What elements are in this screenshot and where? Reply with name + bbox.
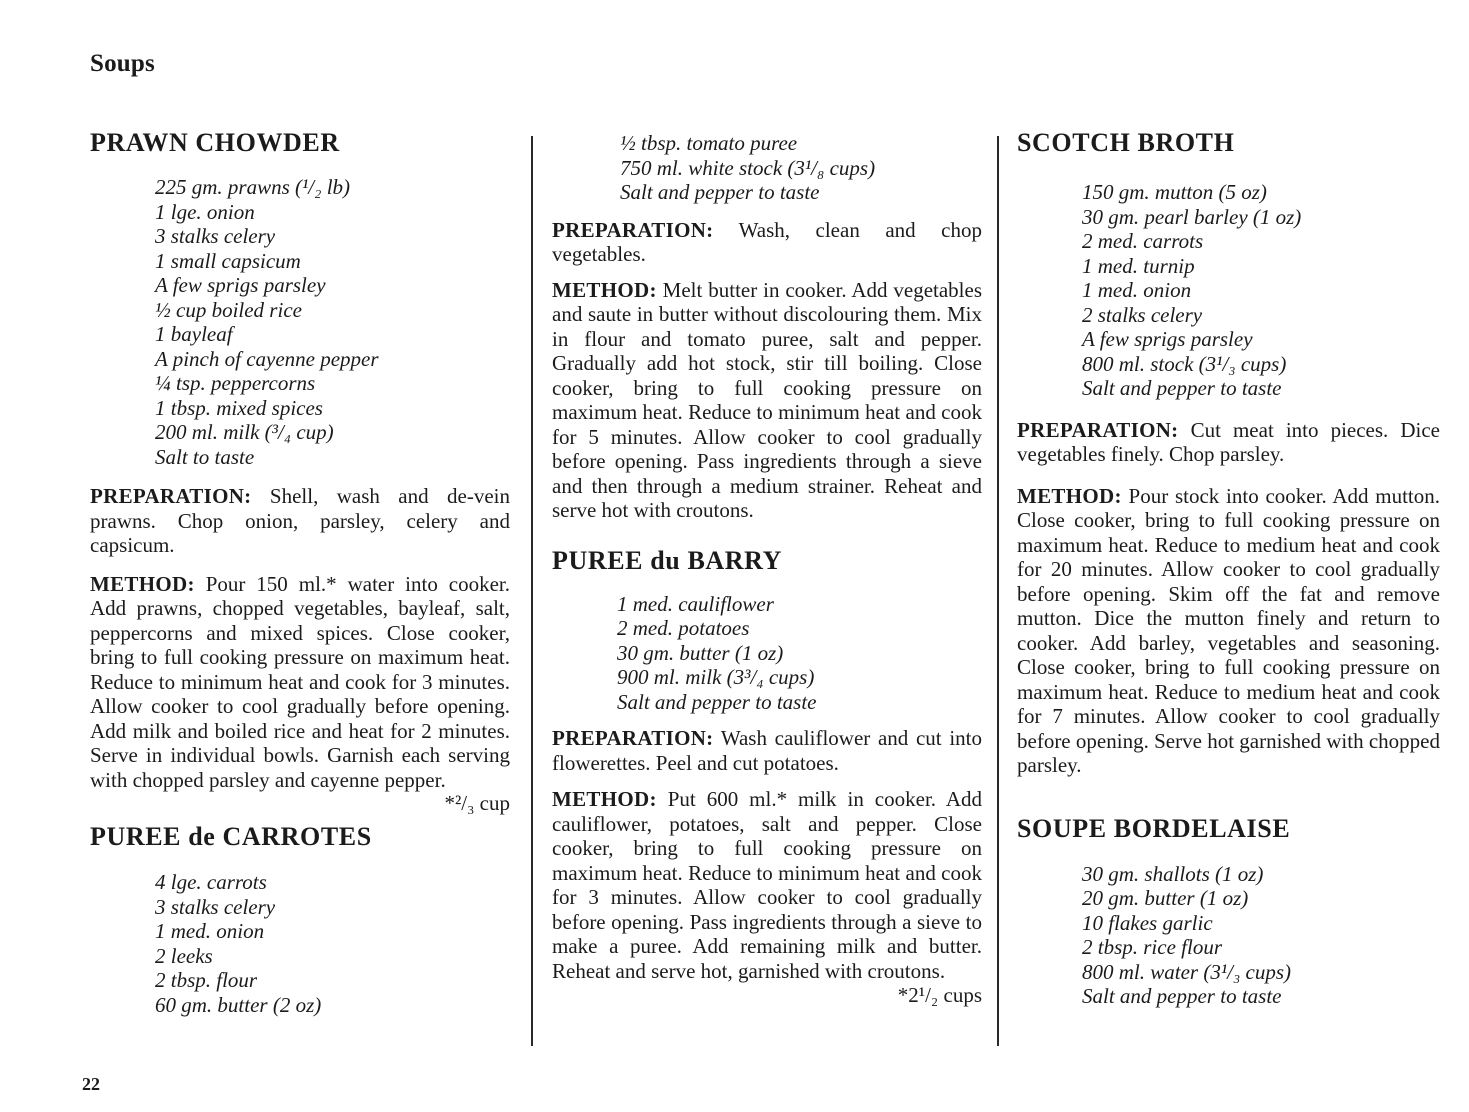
ingredient-item: 2 tbsp. rice flour	[1082, 935, 1222, 959]
preparation-paragraph	[1017, 418, 1440, 467]
recipe-scotch-broth	[1017, 126, 1440, 778]
recipe-title: PUREE de CARROTES	[90, 822, 372, 851]
ingredient-item: 1 med. cauliflower	[617, 591, 774, 616]
method-text: Melt butter in cooker. Add vegetables and saute in butter without discolouring them. Mix in flour and tomato puree, salt and pepper. Gradually add hot stock, stir till boiling. Close cooker, bring to full cooking pressure on maximum heat. Reduce to minimum heat and cook for 5 minutes. Allow cooker to cool gradually before opening. Pass ingredients through a sieve and then through a medium strainer. Reheat and serve hot with croutons.	[552, 277, 983, 522]
ingredient-item: Salt and pepper to taste	[1082, 984, 1282, 1008]
method-text: Put 600 ml.* milk in cooker. Add cauliflower, potatoes, salt and pepper. Close cooker, bring to full cooking pressure on maximum heat. Reduce to minimum heat and cook for 3 minutes. Allow cooker to cool gradually before opening. Pass ingredients through a sieve to make a puree. Add remaining milk and butter. Reheat and serve hot, garnished with croutons.	[552, 787, 982, 983]
column-left	[90, 126, 510, 1017]
method-paragraph	[1017, 484, 1440, 778]
preparation-label: PREPARATION:	[1017, 417, 1179, 442]
ingredient-item: 30 gm. butter (1 oz)	[617, 640, 784, 665]
ingredient-item: 3 stalks celery	[155, 224, 276, 248]
ingredient-item: 1 med. onion	[155, 919, 265, 943]
recipe-puree-du-barry	[552, 544, 982, 1007]
recipe-title: PUREE du BARRY	[552, 545, 782, 575]
ingredient-list	[552, 592, 982, 715]
method-text: Pour stock into cooker. Add mutton. Close cooker, bring to full cooking pressure on maximum heat. Reduce to medium heat and cook for 20 minutes. Allow cooker to cool gradually before opening. Skim off the fat and remove mutton. Dice the mutton finely and return to cooker. Add barley, vegetables and seasoning. Close cooker, bring to full cooking pressure on maximum heat. Reduce to medium heat and cook for 7 minutes. Allow cooker to cool gradually before opening. Serve hot garnished with chopped parsley.	[1017, 483, 1441, 777]
ingredient-item: 1 small capsicum	[155, 248, 301, 273]
column-middle	[552, 131, 982, 1008]
ingredient-item: Salt and pepper to taste	[1082, 376, 1282, 400]
ingredient-item: Salt and pepper to taste	[617, 689, 817, 714]
ingredient-item: A few sprigs parsley	[155, 273, 326, 297]
preparation-label: PREPARATION:	[90, 484, 252, 508]
ingredient-item: 20 gm. butter (1 oz)	[1082, 886, 1249, 910]
ingredient-list	[1017, 180, 1440, 401]
ingredient-item: A pinch of cayenne pepper	[155, 346, 379, 371]
preparation-paragraph	[552, 726, 982, 775]
ingredient-item: Salt to taste	[155, 444, 255, 469]
ingredient-item: 3 stalks celery	[155, 894, 276, 919]
preparation-label: PREPARATION:	[552, 726, 714, 750]
ingredient-item: 2 leeks	[155, 943, 213, 968]
method-label: METHOD:	[552, 277, 657, 302]
recipe-puree-de-carrotes-continued	[552, 131, 982, 523]
recipe-soupe-bordelaise	[1017, 812, 1440, 1009]
recipe-puree-de-carrotes	[90, 820, 510, 1017]
ingredient-item: 2 stalks celery	[1082, 302, 1203, 327]
ingredient-item: Salt and pepper to taste	[620, 180, 820, 204]
preparation-paragraph	[552, 218, 982, 267]
ingredient-item: 1 med. turnip	[1082, 253, 1195, 278]
page-number: 22	[82, 1074, 100, 1094]
ingredient-item: 1 lge. onion	[155, 199, 255, 224]
ingredient-item: ¼ tsp. peppercorns	[155, 371, 316, 395]
ingredient-item: 150 gm. mutton (5 oz)	[1082, 180, 1267, 204]
method-paragraph	[552, 787, 982, 1007]
column-right	[1017, 126, 1440, 1009]
ingredient-item: 60 gm. butter (2 oz)	[155, 992, 322, 1017]
ingredient-list	[552, 131, 982, 205]
ingredient-item: 4 lge. carrots	[155, 870, 267, 894]
ingredient-item: A few sprigs parsley	[1082, 327, 1253, 351]
preparation-text: Shell, wash and de-vein prawns. Chop onion, parsley, celery and capsicum.	[90, 484, 511, 557]
ingredient-item: 1 bayleaf	[155, 322, 233, 346]
method-paragraph	[552, 278, 982, 523]
ingredient-item: 1 tbsp. mixed spices	[155, 395, 323, 420]
ingredient-list	[1017, 862, 1440, 1009]
footnote: *²/₃ cup	[444, 791, 510, 815]
column-divider	[997, 136, 999, 1046]
ingredient-item: 30 gm. shallots (1 oz)	[1082, 861, 1264, 886]
ingredient-item: 900 ml. milk (3³/₄ cups)	[617, 665, 815, 689]
ingredient-item: 1 med. onion	[1082, 278, 1192, 302]
ingredient-item: 225 gm. prawns (¹/₂ lb)	[155, 175, 351, 199]
method-label: METHOD:	[90, 571, 195, 596]
ingredient-item: 2 tbsp. flour	[155, 968, 258, 992]
recipe-prawn-chowder	[90, 126, 510, 814]
ingredient-item: ½ cup boiled rice	[155, 297, 302, 322]
ingredient-list	[90, 870, 510, 1017]
method-paragraph	[90, 572, 510, 793]
preparation-paragraph	[90, 484, 510, 558]
ingredient-item: 30 gm. pearl barley (1 oz)	[1082, 204, 1302, 229]
ingredient-item: ½ tbsp. tomato puree	[620, 131, 798, 155]
ingredient-item: 2 med. carrots	[1082, 229, 1204, 253]
method-label: METHOD:	[552, 787, 657, 811]
method-label: METHOD:	[1017, 483, 1122, 508]
ingredient-item: 10 flakes garlic	[1082, 910, 1213, 935]
ingredient-item: 800 ml. stock (3¹/₃ cups)	[1082, 351, 1287, 376]
preparation-text: Wash, clean and chop vegetables.	[552, 217, 982, 266]
column-divider	[531, 136, 533, 1046]
recipe-title: PRAWN CHOWDER	[90, 128, 340, 157]
method-text: Pour 150 ml.* water into cooker. Add prawns, chopped vegetables, bayleaf, salt, peppercorns and mixed spices. Close cooker, bring to full cooking pressure on maximum heat. Reduce to minimum heat and cook for 3 minutes. Allow cooker to cool gradually before opening. Add milk and boiled rice and heat for 2 minutes. Serve in individual bowls. Garnish each serving with chopped parsley and cayenne pepper.	[90, 571, 510, 792]
ingredient-item: 200 ml. milk (³/₄ cup)	[155, 420, 334, 444]
ingredient-item: 2 med. potatoes	[617, 616, 750, 640]
ingredient-item: 750 ml. white stock (3¹/₈ cups)	[620, 155, 876, 180]
preparation-text: Wash cauliflower and cut into flowerettes. Peel and cut potatoes.	[552, 726, 982, 775]
footnote: *2¹/₂ cups	[897, 983, 982, 1007]
page-header: Soups	[90, 50, 155, 77]
recipe-title: SCOTCH BROTH	[1017, 128, 1235, 157]
ingredient-list	[90, 175, 510, 469]
ingredient-item: 800 ml. water (3¹/₃ cups)	[1082, 959, 1291, 984]
recipe-title: SOUPE BORDELAISE	[1017, 813, 1291, 843]
preparation-text: Cut meat into pieces. Dice vegetables finely. Chop parsley.	[1017, 417, 1441, 466]
preparation-label: PREPARATION:	[552, 217, 714, 242]
